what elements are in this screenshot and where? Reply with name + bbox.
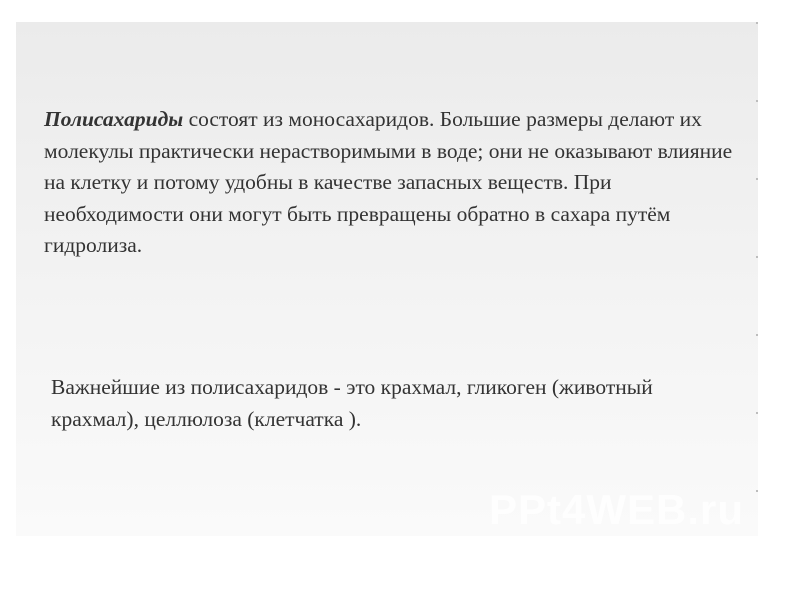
slide-edge-line (756, 22, 758, 536)
paragraph-important-polysaccharides: Важнейшие из полисахаридов - это крахмал, гликоген (животный крахмал), целлюлоза (клетчатка ). (51, 375, 653, 431)
paragraph-polysaccharides-definition (44, 104, 744, 262)
term-polysaccharides: Полисахариды (44, 107, 184, 131)
paragraph-1-text: состоят из моносахаридов. Большие размеры делают их молекулы практически нерастворимыми в воде; они не оказывают влияние на клетку и потому удобны в качестве запасных веществ. При необходимости они могут быть превращены обратно в сахара путём гидролиза. (44, 107, 733, 258)
slide (16, 22, 758, 536)
watermark-logo: PPt4WEB.ru (488, 486, 744, 533)
